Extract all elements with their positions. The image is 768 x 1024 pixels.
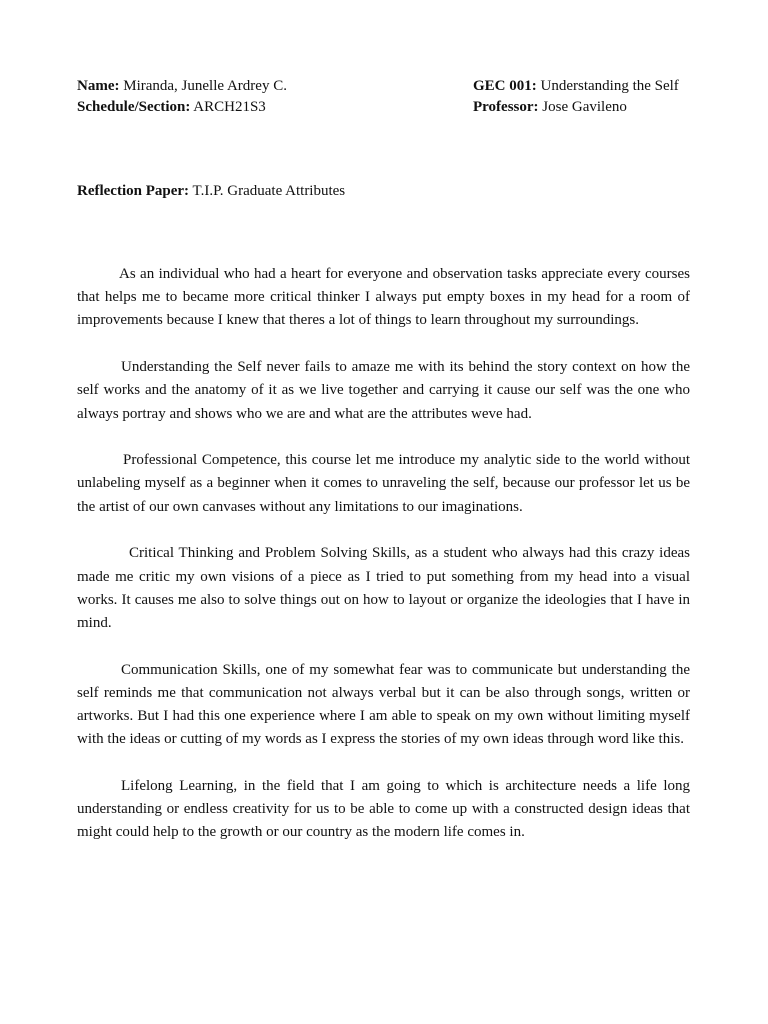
course-value: Understanding the Self xyxy=(540,78,679,94)
professor-label: Professor: xyxy=(473,99,539,115)
schedule-line xyxy=(77,97,287,118)
paragraph-communication-skills: Communication Skills, one of my somewhat fear was to communicate but understanding the self reminds me that communication not always verbal but it can be also through songs, written or artworks. But I had this one experience where I am able to speak on my own without limiting myself with the ideas or cutting of my words as I express the stories of my own ideas through word like this. xyxy=(77,661,690,748)
paragraph-professional-competence: Professional Competence, this course let me introduce my analytic side to the world without unlabeling myself as a beginner when it comes to unraveling the self, because our professor let us be the artist of our own canvases without any limitations to our imaginations. xyxy=(77,452,690,515)
professor-line xyxy=(473,97,679,118)
title-value: T.I.P. Graduate Attributes xyxy=(192,183,346,199)
student-info xyxy=(77,76,287,118)
paper-body xyxy=(77,263,690,868)
paragraph-critical-thinking: Critical Thinking and Problem Solving Skills, as a student who always had this crazy ideas made me critic my own visions of a piece as I tried to put something from my head into a visual works. It causes me also to solve things out on how to layout or organize the ideologies that I have in mind. xyxy=(77,545,690,631)
name-label: Name: xyxy=(77,78,120,94)
professor-value: Jose Gavileno xyxy=(542,99,627,115)
name-value: Miranda, Junelle Ardrey C. xyxy=(123,78,287,94)
name-line xyxy=(77,76,287,97)
schedule-value: ARCH21S3 xyxy=(193,99,266,115)
schedule-label: Schedule/Section: xyxy=(77,99,191,115)
course-label: GEC 001: xyxy=(473,78,537,94)
paragraph-lifelong-learning: Lifelong Learning, in the field that I am going to which is architecture needs a life long understanding or endless creativity for us to be able to come up with a constructed design ideas that might could help to the growth or our country as the modern life comes in. xyxy=(77,777,690,841)
paragraph-understanding-self: Understanding the Self never fails to amaze me with its behind the story context on how the self works and the anatomy of it as we live together and carrying it cause our self was the one who always portray and shows who we are and what are the attributes weve had. xyxy=(77,359,690,422)
course-info xyxy=(473,76,679,118)
title-label: Reflection Paper: xyxy=(77,183,190,199)
course-line xyxy=(473,76,679,97)
paragraph-intro: As an individual who had a heart for everyone and observation tasks appreciate every courses that helps me to became more critical thinker I always put empty boxes in my head for a room of improvements because I knew that theres a lot of things to learn throughout my surroundings. xyxy=(77,266,690,329)
paper-title xyxy=(77,181,345,202)
